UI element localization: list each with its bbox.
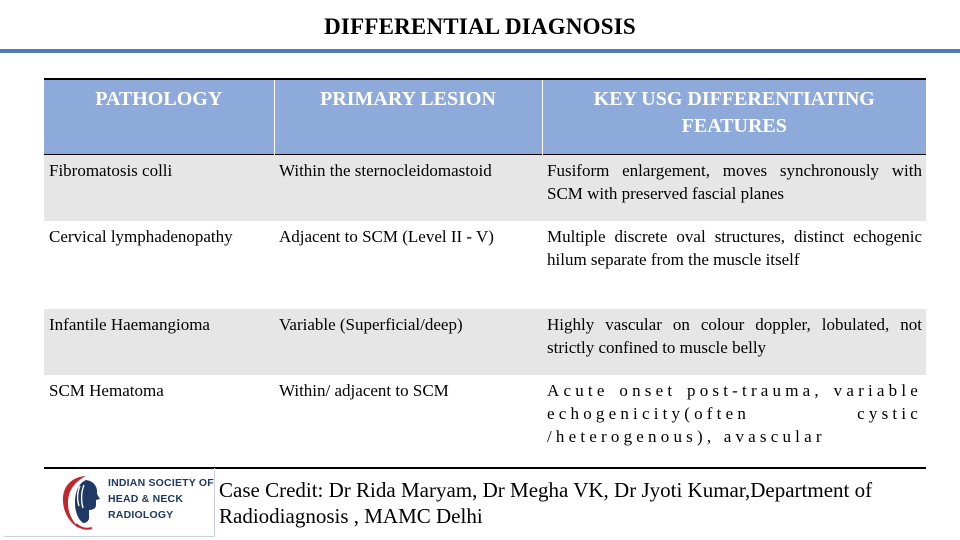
header-primary-lesion: PRIMARY LESION <box>274 79 542 155</box>
header-pathology: PATHOLOGY <box>44 79 274 155</box>
logo-line-2: HEAD & NECK <box>108 493 184 505</box>
cell-pathology: Infantile Haemangioma <box>44 309 274 375</box>
logo-line-1: INDIAN SOCIETY OF <box>108 477 214 489</box>
cell-primary-lesion: Within the sternocleidomastoid <box>274 155 542 222</box>
cell-usg-features: Multiple discrete oval structures, distinct echogenic hilum separate from the muscle itself <box>547 227 922 269</box>
cell-usg-features: Acute onset post-trauma, variable echogenicity(often cystic /heterogenous), avascular <box>547 381 922 446</box>
cell-primary-lesion: Variable (Superficial/deep) <box>274 309 542 375</box>
head-neck-profile-logo-icon <box>56 472 106 532</box>
cell-pathology: Cervical lymphadenopathy <box>49 227 233 246</box>
cell-usg-features: Fusiform enlargement, moves synchronously with SCM with preserved fascial planes <box>542 155 926 222</box>
cell-pathology: Fibromatosis colli <box>44 155 274 222</box>
table-row <box>44 155 926 222</box>
cell-primary-lesion: Within/ adjacent to SCM <box>279 381 449 400</box>
table-header-row <box>44 79 926 155</box>
slide-title: DIFFERENTIAL DIAGNOSIS <box>324 14 636 39</box>
cell-usg-features: Highly vascular on colour doppler, lobulated, not strictly confined to muscle belly <box>542 309 926 375</box>
table-row <box>44 309 926 375</box>
header-usg-features: KEY USG DIFFERENTIATING FEATURES <box>542 79 926 155</box>
table-row <box>44 375 926 468</box>
differential-diagnosis-table <box>44 78 926 469</box>
cell-primary-lesion: Adjacent to SCM (Level II - V) <box>279 227 494 246</box>
case-credit: Case Credit: Dr Rida Maryam, Dr Megha VK, Dr Jyoti Kumar,Department of Radiodiagnosis , MAMC Delhi <box>219 478 873 528</box>
title-divider <box>0 49 960 53</box>
table-row <box>44 221 926 309</box>
logo-line-3: RADIOLOGY <box>108 509 174 521</box>
cell-pathology: SCM Hematoma <box>49 381 164 400</box>
society-logo <box>4 468 215 537</box>
